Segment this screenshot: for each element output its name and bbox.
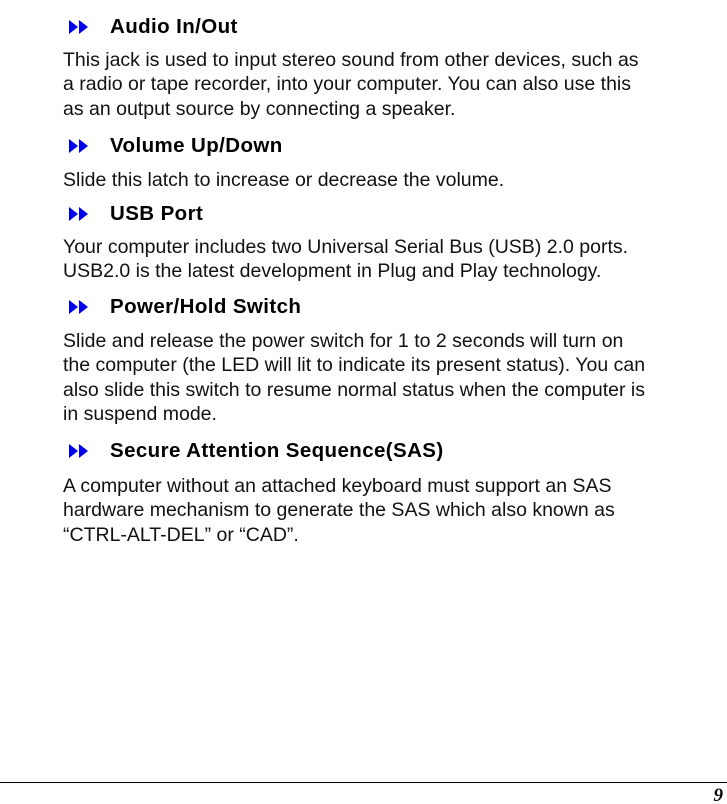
paragraph-line: as an output source by connecting a speaker.: [63, 97, 456, 120]
page-number: 9: [713, 785, 723, 804]
paragraph-line: “CTRL-ALT-DEL” or “CAD”.: [63, 523, 299, 546]
section-heading: [68, 202, 204, 226]
section-paragraph: [63, 235, 628, 284]
paragraph-line: Your computer includes two Universal Serial Bus (USB) 2.0 ports.: [63, 236, 629, 258]
section-paragraph: [63, 474, 615, 547]
section-paragraph: [63, 329, 645, 426]
section-heading: [68, 295, 302, 319]
double-arrow-bullet-icon: [68, 206, 90, 222]
section-heading-text: USB Port: [110, 202, 204, 225]
section-heading-text: Volume Up/Down: [110, 134, 283, 157]
section-heading-text: Audio In/Out: [110, 15, 238, 38]
section-paragraph: [63, 168, 504, 192]
paragraph-line: also slide this switch to resume normal status when the computer is: [63, 378, 646, 401]
footer-rule: [0, 782, 727, 783]
section-paragraph: [63, 48, 639, 121]
double-arrow-bullet-icon: [68, 443, 90, 459]
paragraph-line: in suspend mode.: [63, 402, 217, 425]
section-heading: [68, 134, 283, 158]
section-heading-text: Power/Hold Switch: [110, 295, 302, 318]
section-heading-text: Secure Attention Sequence(SAS): [110, 439, 444, 462]
section-heading: [68, 15, 238, 39]
paragraph-line: USB2.0 is the latest development in Plug and Play technology.: [63, 260, 602, 283]
double-arrow-bullet-icon: [68, 299, 90, 315]
paragraph-line: Slide and release the power switch for 1 to 2 seconds will turn on: [63, 330, 624, 352]
paragraph-line: the computer (the LED will lit to indicate its present status). You can: [63, 354, 646, 377]
paragraph-line: Slide this latch to increase or decrease the volume.: [63, 169, 505, 191]
section-heading: [68, 439, 444, 463]
double-arrow-bullet-icon: [68, 138, 90, 154]
paragraph-line: A computer without an attached keyboard must support an SAS: [63, 475, 612, 497]
paragraph-line: a radio or tape recorder, into your computer. You can also use this: [63, 73, 632, 96]
paragraph-line: hardware mechanism to generate the SAS which also known as: [63, 499, 615, 522]
double-arrow-bullet-icon: [68, 19, 90, 35]
paragraph-line: This jack is used to input stereo sound from other devices, such as: [63, 49, 639, 71]
